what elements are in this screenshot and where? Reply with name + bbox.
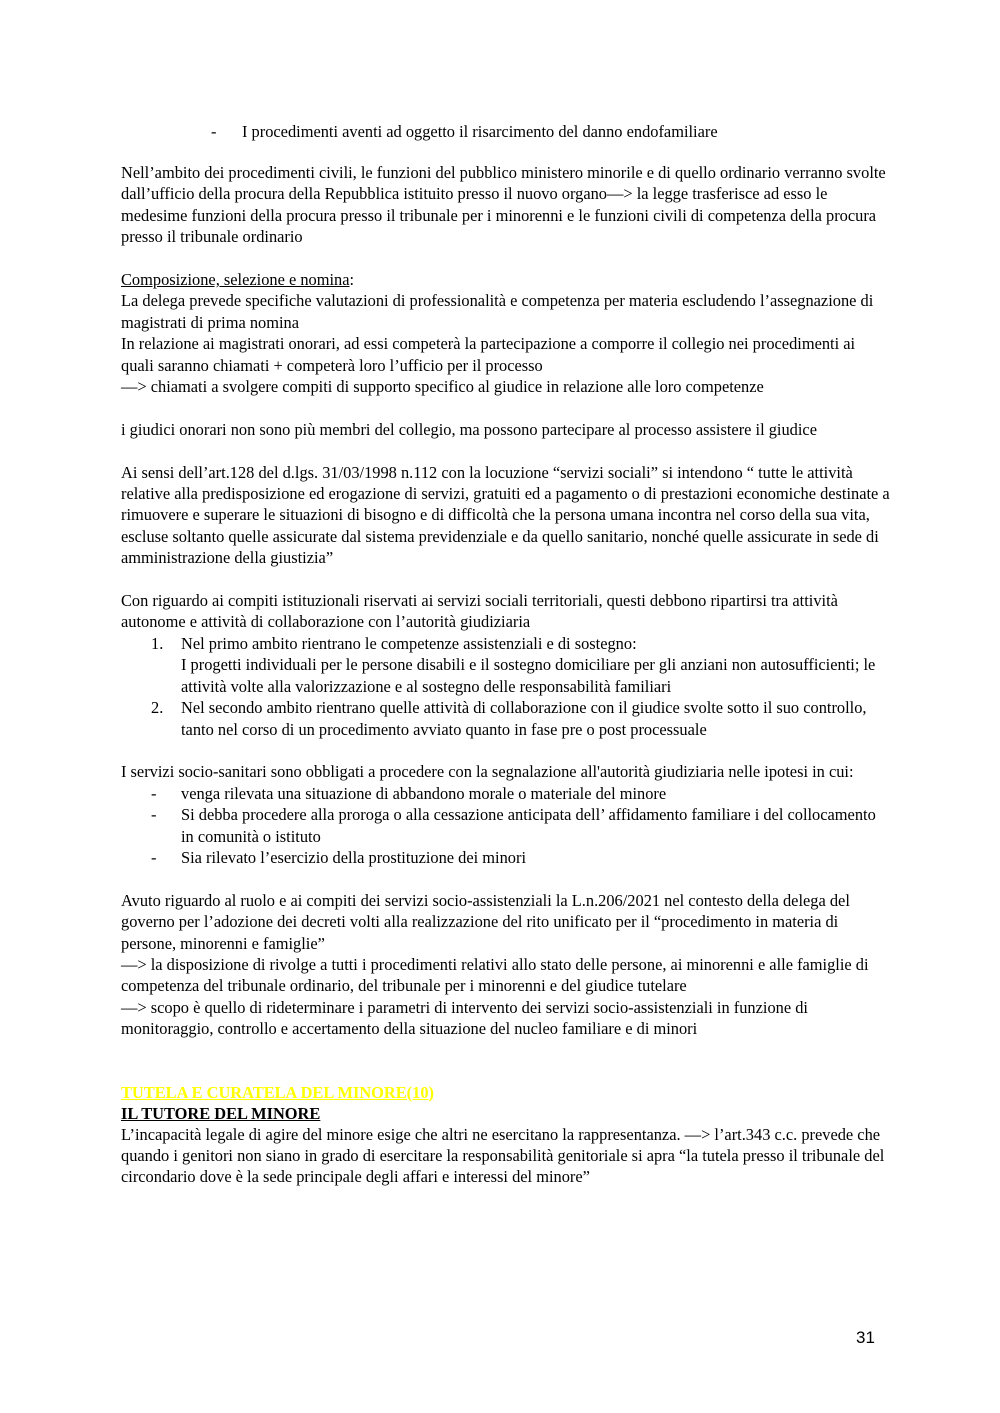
list-item	[121, 633, 891, 697]
list-number: 1.	[151, 633, 164, 653]
list-dash: -	[151, 783, 157, 803]
page-number: 31	[856, 1328, 875, 1347]
subsection-title: IL TUTORE DEL MINORE	[121, 1103, 321, 1123]
ruolo-line: Avuto riguardo al ruolo e ai compiti dei servizi socio-assistenziali la L.n.206/2021 nel contesto della delega del governo per l’adozione dei decreti volti alla realizzazione del rito unificato per il “procedimento in materia di persone, minorenni e famiglie”	[121, 890, 850, 953]
paragraph-servizi-sociali: Ai sensi dell’art.128 del d.lgs. 31/03/1998 n.112 con la locuzione “servizi sociali” si intendono “ tutte le attività relative alla predisposizione ed erogazione di servizi, gratuiti ed a pagamento o di prestazioni economiche destinate a rimuovere e superare le situazioni di bisogno e di difficoltà che la persona umana incontra nel corso della sua vita, escluse soltanto quelle assicurate dal sistema previdenziale e da quello sanitario, nonché quelle assicurate in sede di amministrazione della giustizia”	[121, 462, 890, 568]
top-list-item	[121, 118, 891, 146]
composizione-line: In relazione ai magistrati onorari, ad essi competerà la partecipazione a comporre il collegio nei procedimenti ai quali saranno chiamati + competerà loro l’ufficio per il processo	[121, 334, 856, 375]
list-item-subtext: I progetti individuali per le persone disabili e il sostegno domiciliare per gli anziani non autosufficienti; le attività volte alla valorizzazione e al sostegno delle responsabilità familiari	[181, 655, 876, 696]
paragraph-tutore: L’incapacità legale di agire del minore esige che altri ne esercitano la rappresentanza. —> l’art.343 c.c. prevede che quando i genitori non siano in grado di esercitare la responsabilità genitoriale si apra “la tutela presso il tribunale del circondario dove è la sede principale degli affari e interessi del minore”	[121, 1124, 885, 1187]
composizione-line: La delega prevede specifiche valutazioni di professionalità e competenza per materia escludendo l’assegnazione di magistrati di prima nomina	[121, 291, 874, 332]
compiti-intro: Con riguardo ai compiti istituzionali riservati ai servizi sociali territoriali, questi debbono ripartirsi tra attività autonome e attività di collaborazione con l’autorità giudiziaria	[121, 591, 838, 632]
document-page	[121, 118, 891, 1188]
list-item	[121, 847, 891, 868]
list-item-text: Nel primo ambito rientrano le competenze assistenziali e di sostegno:	[181, 633, 637, 653]
list-item-text: I procedimenti aventi ad oggetto il risarcimento del danno endofamiliare	[242, 122, 718, 141]
ruolo-line: —> la disposizione di rivolge a tutti i procedimenti relativi allo stato delle persone, ai minorenni e alle famiglie di competenza del tribunale ordinario, del tribunale per i minorenni e del giudice tutelare	[121, 954, 869, 996]
composizione-line: —> chiamati a svolgere compiti di supporto specifico al giudice in relazione alle loro competenze	[121, 377, 764, 397]
paragraph-onorari: i giudici onorari non sono più membri del collegio, ma possono partecipare al processo assistere il giudice	[121, 419, 817, 439]
list-item-text: Sia rilevato l’esercizio della prostituzione dei minori	[181, 847, 527, 867]
list-item-text: Nel secondo ambito rientrano quelle attività di collaborazione con il giudice svolte sotto il suo controllo, tanto nel corso di un procedimento avviato quanto in fase pre o post processuale	[181, 698, 867, 739]
composizione-heading: Composizione, selezione e nomina:	[121, 270, 355, 290]
list-item-text: venga rilevata una situazione di abbandono morale o materiale del minore	[181, 783, 667, 803]
paragraph-procura: Nell’ambito dei procedimenti civili, le funzioni del pubblico ministero minorile e di quello ordinario verranno svolte dall’ufficio della procura della Repubblica istituito presso il nuovo organo—> la legge trasferisce ad esso le medesime funzioni della procura presso il tribunale per i minorenni e le funzioni civili di competenza della procura presso il tribunale ordinario	[121, 163, 886, 247]
list-number: 2.	[151, 698, 164, 718]
segnalazione-list	[121, 783, 891, 869]
list-dash: -	[151, 847, 157, 867]
ruolo-line: —> scopo è quello di rideterminare i parametri di intervento dei servizi socio-assistenziali in funzione di monitoraggio, controllo e accertamento della situazione del nucleo familiare e di minori	[121, 997, 808, 1039]
list-item	[121, 697, 891, 740]
list-dash: -	[151, 805, 157, 825]
list-dash: -	[211, 122, 217, 141]
section-title: TUTELA E CURATELA DEL MINORE(10)	[121, 1082, 434, 1102]
segnalazione-intro: I servizi socio-sanitari sono obbligati a procedere con la segnalazione all'autorità giudiziaria nelle ipotesi in cui:	[121, 762, 854, 782]
list-item	[121, 783, 891, 804]
composizione-heading-text: Composizione, selezione e nomina	[121, 270, 350, 290]
list-item-text: Si debba procedere alla proroga o alla cessazione anticipata dell’ affidamento familiare i del collocamento in comunità o istituto	[181, 805, 876, 846]
list-item	[121, 804, 891, 847]
compiti-list	[121, 633, 891, 740]
